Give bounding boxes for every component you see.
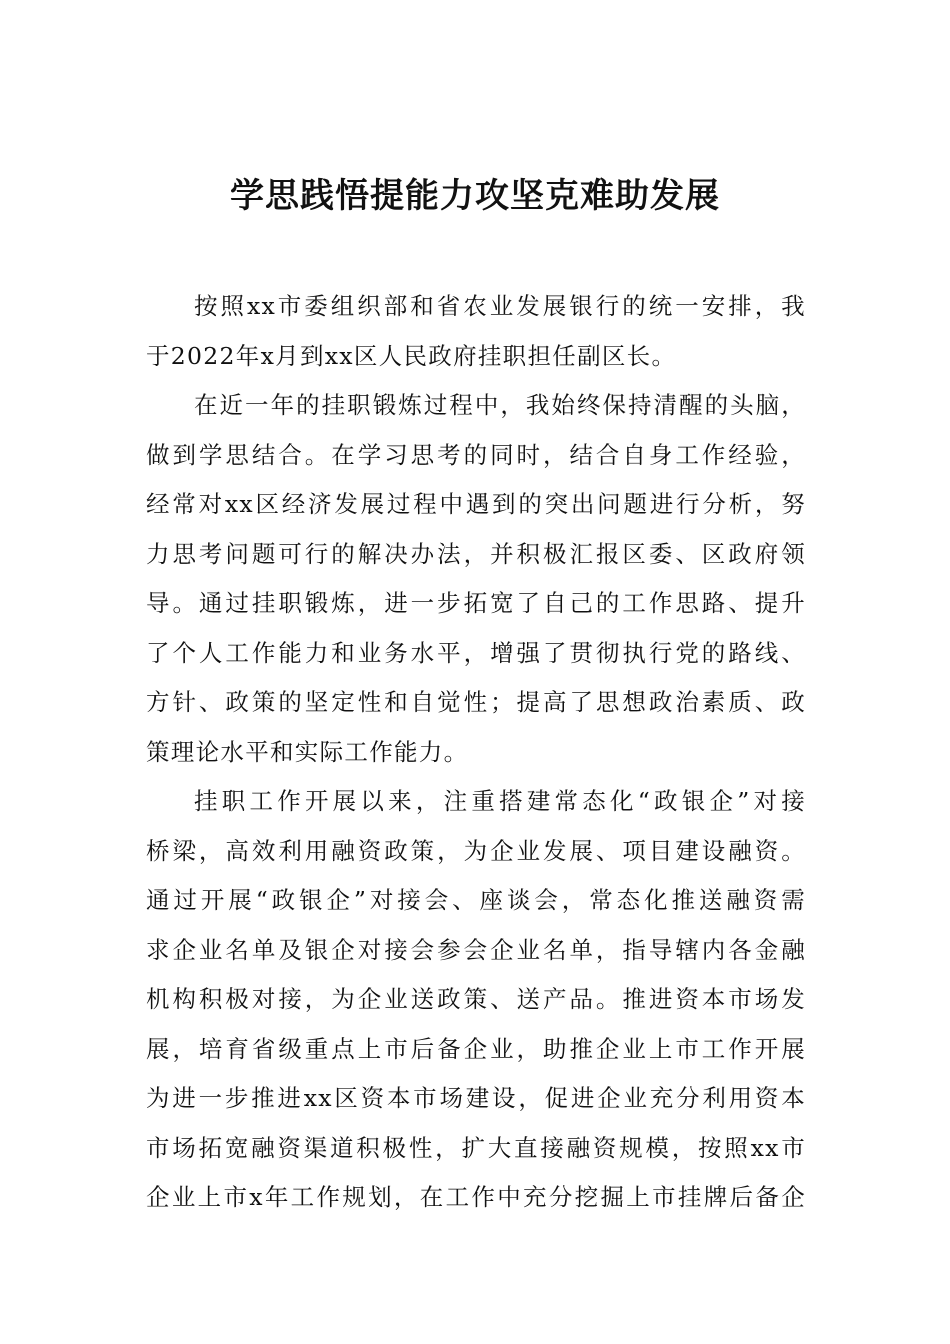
paragraph-line: 求企业名单及银企对接会参会企业名单，指导辖内各金融 <box>146 935 806 964</box>
paragraph-line: 做到学思结合。在学习思考的同时，结合自身工作经验， <box>146 440 806 469</box>
paragraph-line: 策理论水平和实际工作能力。 <box>146 737 469 766</box>
paragraph-line: 经常对xx区经济发展过程中遇到的突出问题进行分析，努 <box>146 490 806 518</box>
paragraph-line: 企业上市x年工作规划，在工作中充分挖掘上市挂牌后备企 <box>146 1183 806 1211</box>
paragraph-line: 挂职工作开展以来，注重搭建常态化“政银企”对接 <box>194 787 806 815</box>
document-body <box>146 282 806 1223</box>
paragraph-3 <box>146 777 806 1223</box>
paragraph-2 <box>146 381 806 777</box>
paragraph-line: 为进一步推进xx区资本市场建设，促进企业充分利用资本 <box>146 1084 806 1112</box>
paragraph-line: 机构积极对接，为企业送政策、送产品。推进资本市场发 <box>146 985 806 1013</box>
paragraph-line: 方针、政策的坚定性和自觉性；提高了思想政治素质、政 <box>146 688 806 716</box>
paragraph-line: 力思考问题可行的解决办法，并积极汇报区委、区政府领 <box>146 539 806 568</box>
document-title: 学思践悟提能力攻坚克难助发展 <box>230 176 720 216</box>
paragraph-line: 桥梁，高效利用融资政策，为企业发展、项目建设融资。 <box>146 836 806 865</box>
paragraph-line: 通过开展“政银企”对接会、座谈会，常态化推送融资需 <box>146 886 806 914</box>
paragraph-line: 市场拓宽融资渠道积极性，扩大直接融资规模，按照xx市 <box>146 1133 806 1162</box>
paragraph-line: 了个人工作能力和业务水平，增强了贯彻执行党的路线、 <box>146 638 806 667</box>
paragraph-line: 在近一年的挂职锻炼过程中，我始终保持清醒的头脑， <box>194 391 806 419</box>
paragraph-line: 于2022年x月到xx区人民政府挂职担任副区长。 <box>146 341 677 370</box>
paragraph-1 <box>146 282 806 381</box>
paragraph-line: 导。通过挂职锻炼，进一步拓宽了自己的工作思路、提升 <box>146 589 806 617</box>
paragraph-line: 展，培育省级重点上市后备企业，助推企业上市工作开展 <box>146 1034 806 1063</box>
paragraph-line: 按照xx市委组织部和省农业发展银行的统一安排，我 <box>194 292 806 320</box>
